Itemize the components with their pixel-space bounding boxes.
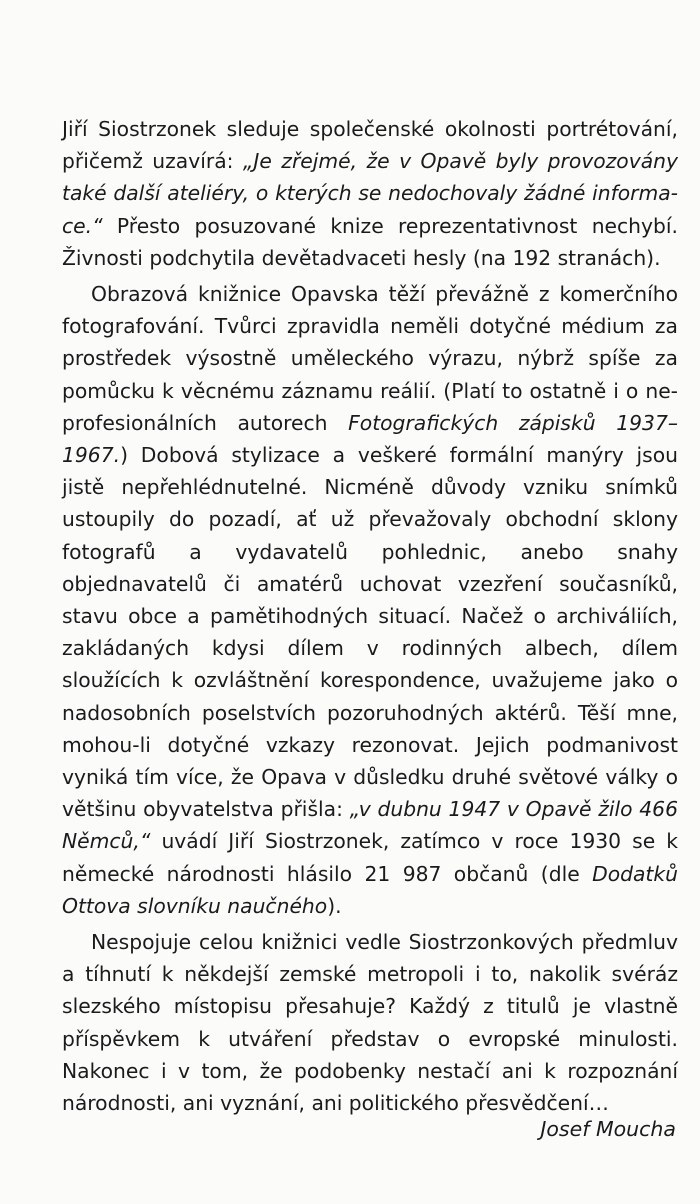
paragraph-1: [62, 113, 678, 274]
page-body: [62, 113, 678, 1123]
paragraph-1-text-1: Jiří Siostrzonek sleduje společenské okolnosti portrétování, přičemž uzavírá:: [62, 117, 678, 174]
paragraph-1-text-2: Přesto posuzované knize reprezentativnost nechybí. Živnosti podchytila devětadvaceti hesly (na 192 stranách).: [62, 213, 678, 270]
paragraph-2-text-3: uvádí Jiří Siostrzonek, zatímco v roce 1930 se k německé národnosti hlásilo 21 987 občanů (dle: [62, 829, 678, 886]
paragraph-1-quote: „Je zřejmé, že v Opavě byly provozovány také další ateliéry, o kterých se nedochovaly žádné informace.“: [62, 149, 678, 238]
author-signature: Josef Moucha: [540, 1117, 676, 1141]
paragraph-2-text-2: ) Dobová stylizace a veškeré formální manýry jsou jistě nepřehlédnutelné. Nicméně důvody vzniku snímků ustoupily do pozadí, ať už převažovaly obchodní sklony fotografů a vydavatelů pohlednic, anebo snahy objednavatelů či amatérů uchovat vzezření současníků, stavu obce a pamětihodných situací. Načež o archiváliích, zakládaných kdysi dílem v rodinných albech, dílem sloužících k ozvláštnění korespondence, uvažujeme jako o nadosobních poselstvích pozoruhodných aktérů. Těší mne, mohou-li dotyčné vzkazy rezonovat. Jejich podmanivost vyniká tím více, že Opava v důsledku druhé světové války o většinu obyvatelstva přišla:: [62, 443, 678, 822]
paragraph-3: [62, 926, 678, 1119]
paragraph-2-book-title: Fotografických zápisků 1937–1967.: [62, 410, 678, 468]
paragraph-2-quote: „v dubnu 1947 v Opavě žilo 466 Němců,“: [62, 797, 678, 854]
paragraph-2-text-1: Obrazová knižnice Opavska těží převážně z komerčního fotografování. Tvůrci zpravidla neměli dotyčné médium za prostředek výsostně uměleckého výrazu, nýbrž spíše za pomůcku k věcnému záznamu reálií. (Platí to ostatně i o neprofesionálních autorech: [62, 282, 678, 435]
paragraph-3-text-1: Nespojuje celou knižnici vedle Siostrzonkových předmluv a tíhnutí k někdejší zemské metropoli i to, nakolik svéráz slezského místopisu přesahuje? Každý z titulů je vlastně příspěvkem k utváření představ o evropské minulosti. Nakonec i v tom, že podobenky nestačí ani k rozpoznání národnosti, ani vyznání, ani politického přesvědčení…: [62, 930, 678, 1116]
paragraph-2-text-4: ).: [327, 893, 342, 918]
paragraph-2-source-title: Dodatků Ottova slovníku naučného: [62, 861, 678, 918]
paragraph-2: [62, 278, 678, 922]
